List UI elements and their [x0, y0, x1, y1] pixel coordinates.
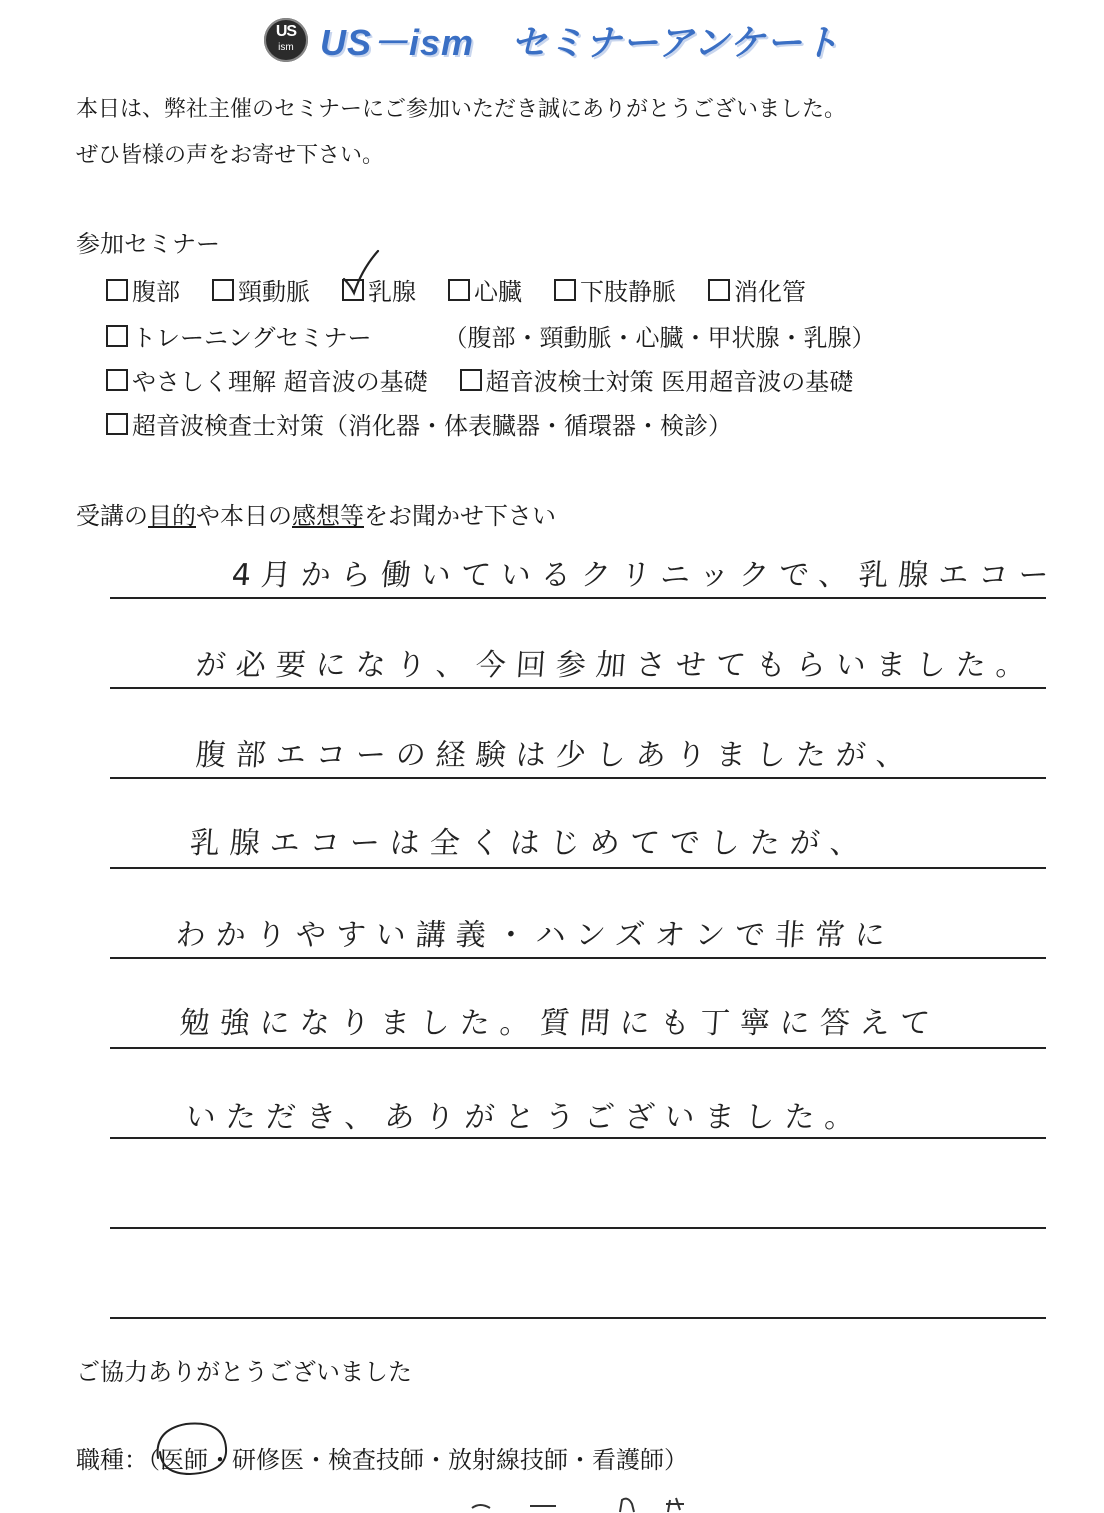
checkbox-heart[interactable] — [448, 279, 470, 301]
seminar-options-row-4 — [106, 406, 764, 441]
feedback-label-part: をお聞かせ下さい — [364, 502, 556, 530]
option-breast[interactable] — [342, 272, 416, 307]
closing-message: ご協力ありがとうございました — [76, 1358, 412, 1386]
option-label: 腹部 — [132, 278, 180, 306]
answer-ruled-line — [110, 687, 1046, 689]
handwritten-check-icon — [340, 249, 380, 297]
feedback-handwritten-line-3: 腹部エコーの経験は少しありましたが、 — [194, 738, 917, 773]
seminar-options-row-3 — [106, 362, 885, 397]
feedback-label-part: 受講の — [76, 502, 148, 530]
feedback-handwritten-line-2: が必要になり、今回参加させてもらいました。 — [194, 648, 1037, 683]
answer-ruled-line — [110, 597, 1046, 599]
answer-ruled-line — [110, 1137, 1046, 1139]
feedback-label-part: や本日の — [196, 502, 292, 530]
feedback-label-underlined: 感想等 — [292, 502, 364, 530]
checkbox-abdomen[interactable] — [106, 279, 128, 301]
option-basic-ultrasound[interactable] — [106, 362, 428, 397]
checkbox-examiner-exam-prep[interactable] — [106, 413, 128, 435]
us-ism-logo — [264, 18, 308, 62]
option-carotid[interactable] — [212, 272, 310, 307]
intro-line-2: ぜひ皆様の声をお寄せ下さい。 — [76, 143, 385, 168]
option-label: 超音波検査士対策（消化器・体表臓器・循環器・検診） — [132, 412, 732, 440]
option-label: 消化管 — [734, 278, 806, 306]
checkbox-breast-checked[interactable] — [342, 279, 364, 301]
answer-ruled-line — [110, 957, 1046, 959]
seminar-section-label: 参加セミナー — [76, 230, 220, 258]
answer-ruled-line — [110, 867, 1046, 869]
checkbox-lower-limb-veins[interactable] — [554, 279, 576, 301]
option-heart[interactable] — [448, 272, 522, 307]
answer-ruled-line — [110, 1317, 1046, 1319]
option-label: 下肢静脈 — [580, 278, 676, 306]
feedback-section-label — [76, 496, 556, 531]
answer-ruled-line — [110, 1227, 1046, 1229]
training-seminar-note: （腹部・頸動脈・心臓・甲状腺・乳腺） — [443, 324, 876, 352]
checkbox-digestive[interactable] — [708, 279, 730, 301]
feedback-handwritten-line-7: いただき、ありがとうございました。 — [184, 1100, 866, 1135]
feedback-label-underlined: 目的 — [148, 502, 196, 530]
answer-ruled-line — [110, 1047, 1046, 1049]
option-lower-limb-veins[interactable] — [554, 272, 676, 307]
feedback-handwritten-line-4: 乳腺エコーは全くはじめてでしたが、 — [188, 826, 871, 861]
intro-line-1: 本日は、弊社主催のセミナーにご参加いただき誠にありがとうございました。 — [76, 97, 847, 122]
option-label: 超音波検士対策 医用超音波の基礎 — [485, 368, 854, 396]
occupation-options[interactable]: （医師・研修医・検査技師・放射線技師・看護師） — [148, 1446, 688, 1474]
seminar-options-row-2 — [106, 318, 876, 353]
option-sonographer-exam-prep[interactable] — [460, 362, 854, 397]
handwritten-circle-icon — [150, 1418, 232, 1478]
feedback-handwritten-line-5: わかりやすい講義・ハンズオンで非常に — [174, 918, 897, 953]
checkbox-sonographer-exam-prep[interactable] — [460, 369, 482, 391]
option-label: 心臓 — [474, 278, 522, 306]
option-label: トレーニングセミナー — [132, 324, 372, 352]
form-header — [0, 10, 1104, 70]
occupation-label: 職種： — [76, 1446, 148, 1474]
form-title: US－ism セミナーアンケート — [319, 21, 841, 63]
feedback-handwritten-line-1: 4月から働いているクリニックで、乳腺エコー — [230, 558, 1060, 593]
checkbox-carotid[interactable] — [212, 279, 234, 301]
option-digestive[interactable] — [708, 272, 806, 307]
checkbox-training-seminar[interactable] — [106, 325, 128, 347]
option-label: 乳腺 — [368, 278, 416, 306]
answer-ruled-line — [110, 777, 1046, 779]
option-examiner-exam-prep[interactable] — [106, 406, 732, 441]
seminar-options-row-1 — [106, 272, 838, 307]
checkbox-basic-ultrasound[interactable] — [106, 369, 128, 391]
option-training-seminar[interactable] — [106, 318, 372, 353]
option-abdomen[interactable] — [106, 272, 180, 307]
logo-text-bottom: ism — [278, 42, 294, 53]
feedback-handwritten-line-6: 勉強になりました。質問にも丁寧に答えて — [178, 1006, 941, 1041]
cut-off-handwriting-icon — [470, 1496, 710, 1513]
option-label: やさしく理解 超音波の基礎 — [132, 368, 428, 396]
option-label: 頸動脈 — [238, 278, 310, 306]
logo-text-top: US — [275, 23, 297, 40]
